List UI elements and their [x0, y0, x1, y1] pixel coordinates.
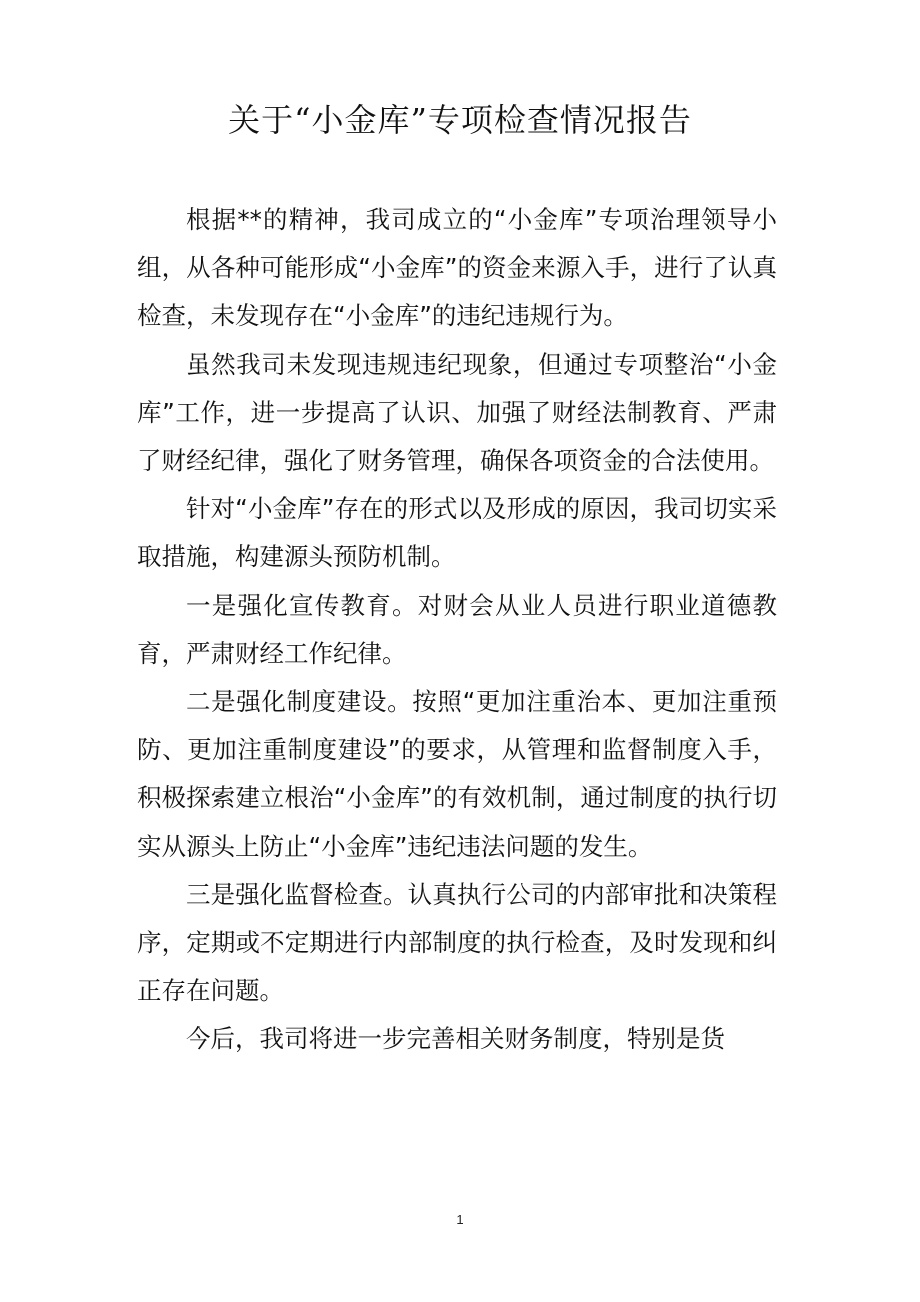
- paragraph: 针对“小金库”存在的形式以及形成的原因，我司切实采取措施，构建源头预防机制。: [137, 494, 777, 572]
- paragraph: 虽然我司未发现违规违纪现象，但通过专项整治“小金库”工作，进一步提高了认识、加强了财经法制教育、严肃了财经纪律，强化了财务管理，确保各项资金的合法使用。: [137, 349, 777, 476]
- paragraph: 二是强化制度建设。按照“更加注重治本、更加注重预防、更加注重制度建设”的要求，从管理和监督制度入手，积极探索建立根治“小金库”的有效机制，通过制度的执行切实从源头上防止“小金库”违纪违法问题的发生。: [137, 687, 777, 861]
- document-title: 关于“小金库”专项检查情况报告: [228, 101, 692, 139]
- paragraph: 一是强化宣传教育。对财会从业人员进行职业道德教育，严肃财经工作纪律。: [137, 590, 777, 668]
- paragraph: 三是强化监督检查。认真执行公司的内部审批和决策程序，定期或不定期进行内部制度的执行检查，及时发现和纠正存在问题。: [137, 879, 777, 1006]
- paragraph: 根据**的精神，我司成立的“小金库”专项治理领导小组，从各种可能形成“小金库”的资金来源入手，进行了认真检查，未发现存在“小金库”的违纪违规行为。: [137, 205, 777, 331]
- paragraph: 今后，我司将进一步完善相关财务制度，特别是货: [186, 1024, 725, 1054]
- document-body: [137, 196, 777, 1064]
- page-number: 1: [456, 1212, 464, 1227]
